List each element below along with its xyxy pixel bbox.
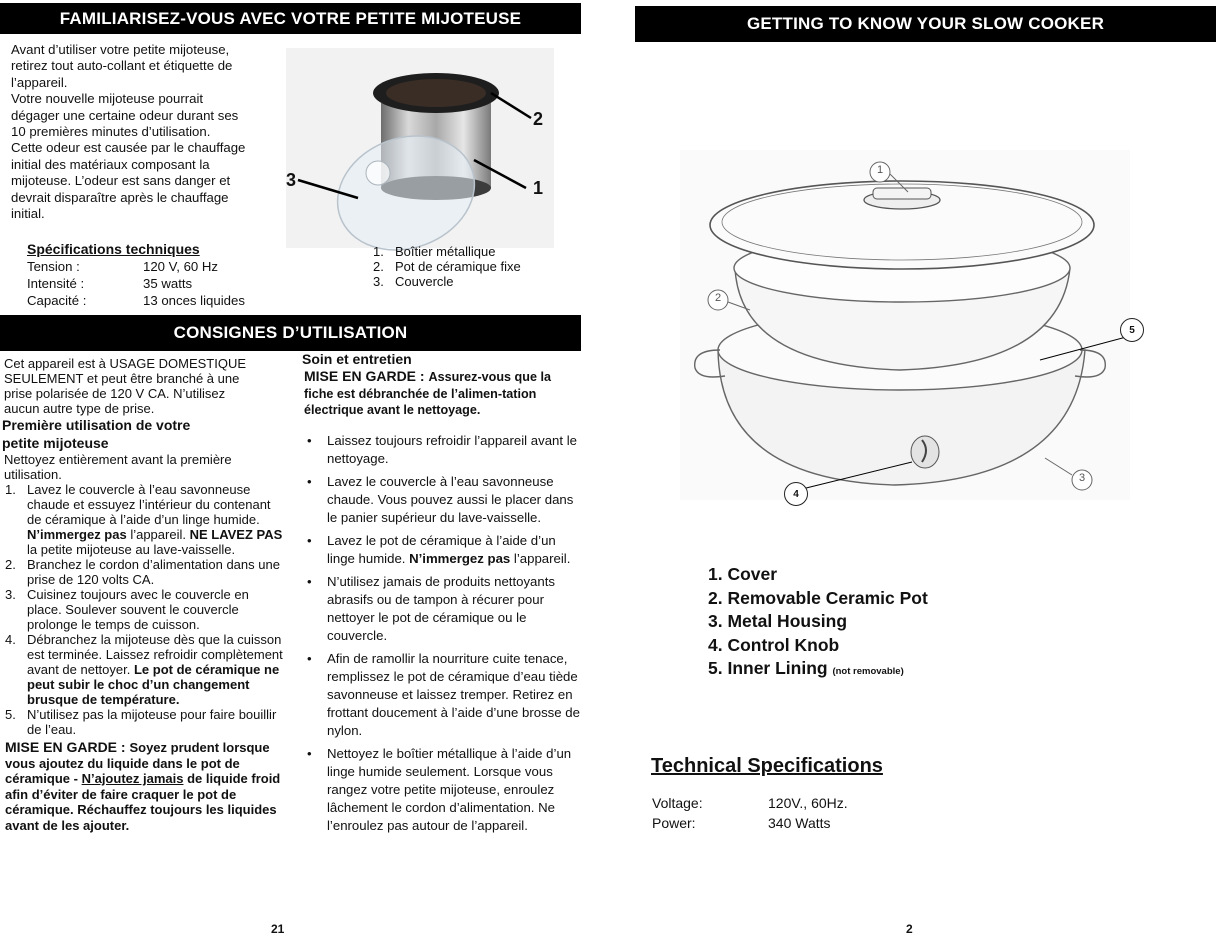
list-item	[302, 473, 582, 527]
part-item-label: 5. Inner Lining	[708, 658, 828, 678]
step-number: 1.	[5, 482, 16, 497]
part-item: 2. Removable Ceramic Pot	[708, 587, 928, 608]
right-header-title: GETTING TO KNOW YOUR SLOW COOKER	[746, 14, 1105, 33]
intro-line: mijoteuse. L’odeur est sans danger et	[11, 173, 231, 189]
care-warning	[302, 368, 576, 419]
household-line: SEULEMENT et peut être branché à une	[4, 371, 240, 386]
first-use-steps	[4, 482, 284, 737]
fr-spec-row	[27, 292, 287, 309]
tech-spec-row	[652, 793, 982, 813]
tech-specs	[652, 793, 982, 833]
photo-callout-3: 3	[286, 170, 297, 190]
drawing-label-1: 1	[877, 164, 884, 176]
intro-line: initial des matériaux composant la	[11, 156, 210, 172]
page-number-right: 2	[906, 922, 913, 936]
fr-spec-row	[27, 258, 287, 275]
parts-list	[708, 563, 1108, 684]
right-header-bar	[635, 6, 1216, 42]
intro-line: Avant d’utiliser votre petite mijoteuse,	[11, 42, 230, 57]
list-item	[4, 707, 284, 737]
step-text: la petite mijoteuse au lave-vaisselle.	[27, 542, 236, 557]
step-text: Cuisinez toujours avec le couvercle en place. Soulever souvent le couvercle prolonge le temps de cuisson.	[27, 587, 249, 632]
bullet-text: Lavez le pot de céramique à l’aide d’un linge humide.	[327, 532, 556, 566]
part-number: 2.	[373, 259, 384, 274]
step-bold: N’immergez pas	[27, 527, 127, 542]
care-bullets	[302, 432, 582, 835]
list-item	[302, 650, 582, 740]
part-number: 3.	[373, 274, 384, 289]
fr-spec-row	[27, 275, 287, 292]
intro-line: Votre nouvelle mijoteuse pourrait	[11, 91, 204, 107]
part-label: Pot de céramique fixe	[395, 259, 521, 274]
callout-5: 5	[1120, 318, 1144, 342]
drawing-label-3: 3	[1079, 472, 1086, 484]
bullet-text: Nettoyez le boîtier métallique à l’aide d’un linge humide seulement. Lorsque vous rangez votre petite mijoteuse, enroulez lâchement le cordon d’alimentation. Ne l’enroulez pas autour de l’appareil.	[327, 745, 572, 833]
part-item: 4. Control Knob	[708, 634, 840, 655]
tech-specs-title: Technical Specifications	[651, 755, 883, 777]
intro-line: dégager une certaine odeur durant ses	[11, 107, 239, 123]
part-item: 3. Metal Housing	[708, 611, 848, 631]
spec-key: Intensité :	[27, 276, 85, 291]
usage-left-column	[4, 356, 284, 833]
callout-4: 4	[784, 482, 808, 506]
part-number: 1.	[373, 244, 384, 259]
care-warning-text: Assurez-vous que la fiche est débranchée de l’alimen-tation électrique avant le nettoyage.	[304, 370, 551, 417]
bullet-text: Laissez toujours refroidir l’appareil avant le nettoyage.	[327, 432, 577, 466]
list-item	[4, 557, 284, 587]
care-title: Soin et entretien	[302, 351, 412, 367]
spec-value: 340 Watts	[768, 815, 831, 831]
warning-text: Soyez prudent lorsque vous ajoutez du liquide dans le pot de céramique -	[5, 740, 270, 786]
part-note: (not removable)	[832, 666, 904, 677]
first-use-title	[2, 416, 284, 452]
spec-key: Tension :	[27, 259, 80, 274]
intro-line: Cette odeur est causée par le chauffage	[11, 140, 246, 156]
usage-header-title: CONSIGNES D’UTILISATION	[173, 323, 408, 342]
liquid-warning	[5, 740, 284, 833]
list-item	[4, 587, 284, 632]
page-number-left: 21	[271, 922, 285, 936]
step-number: 5.	[5, 707, 16, 722]
bullet-text: Lavez le couvercle à l’eau savonneuse chaude. Vous pouvez aussi le placer dans le panier supérieur du lave-vaisselle.	[327, 473, 574, 525]
part-label: Boîtier métallique	[395, 244, 496, 259]
spec-value: 120 V, 60 Hz	[143, 259, 219, 274]
step-text: Débranchez la mijoteuse dès que la cuisson est terminée. Laissez refroidir complètement avant de nettoyer.	[27, 632, 283, 677]
step-number: 4.	[5, 632, 16, 647]
part-label: Couvercle	[395, 274, 454, 289]
step-bold: Le pot de céramique ne peut subir le choc d’un changement brusque de température.	[27, 662, 280, 707]
first-use-title-line: petite mijoteuse	[2, 435, 109, 451]
household-note	[4, 356, 284, 416]
intro-line: devrait disparaître après le chauffage	[11, 189, 229, 205]
household-line: prise polarisée de 120 V CA. N’utilisez	[4, 386, 226, 401]
first-use-intro-line: Nettoyez entièrement avant la première	[4, 452, 232, 467]
care-column	[302, 351, 582, 840]
fr-specs-title: Spécifications techniques	[27, 241, 200, 257]
list-item	[4, 482, 284, 557]
step-text: Branchez le cordon d’alimentation dans une prise de 120 volts CA.	[27, 557, 280, 587]
slow-cooker-diagram	[680, 150, 1130, 500]
list-item	[302, 573, 582, 645]
bullet-text: Afin de ramollir la nourriture cuite tenace, remplissez le pot de céramique d’eau tiède savonneuse et laissez tremper. Retirez en frottant doucement à l’aide d’une brosse de nylon.	[327, 650, 580, 738]
list-item	[302, 745, 582, 835]
household-line: aucun autre type de prise.	[4, 401, 155, 416]
intro-text	[11, 42, 281, 222]
care-warning-lead: MISE EN GARDE :	[304, 368, 429, 384]
list-item	[302, 532, 582, 568]
first-use-title-line: Première utilisation de votre	[2, 417, 191, 433]
spec-key: Voltage:	[652, 795, 703, 811]
left-header-bar	[0, 3, 581, 34]
usage-header-bar	[0, 315, 581, 351]
drawing-label-2: 2	[715, 292, 722, 304]
bullet-bold: N’immergez pas	[409, 550, 511, 566]
step-number: 3.	[5, 587, 16, 602]
first-use-intro	[4, 452, 284, 482]
step-number: 2.	[5, 557, 16, 572]
bullet-text: l’appareil.	[510, 550, 571, 566]
step-text: l’appareil.	[126, 527, 190, 542]
intro-line: 10 premières minutes d’utilisation.	[11, 124, 211, 140]
first-use-intro-line: utilisation.	[4, 467, 62, 482]
photo-callout-2: 2	[533, 109, 544, 129]
photo-callout-1: 1	[533, 178, 544, 198]
warning-underlined: N’ajoutez jamais	[81, 771, 184, 786]
step-text: Lavez le couvercle à l’eau savonneuse chaude et essuyez l’intérieur du contenant de céramique à l’aide d’un linge humide.	[27, 482, 271, 527]
fr-specs	[27, 240, 287, 309]
spec-key: Capacité :	[27, 293, 87, 308]
warning-lead: MISE EN GARDE :	[5, 739, 130, 755]
mini-cooker-photo	[286, 48, 556, 253]
household-line: Cet appareil est à USAGE DOMESTIQUE	[4, 356, 247, 371]
spec-value: 120V., 60Hz.	[768, 795, 848, 811]
list-item	[302, 432, 582, 468]
step-bold: NE LAVEZ PAS	[189, 527, 283, 542]
spec-key: Power:	[652, 815, 696, 831]
intro-line: initial.	[11, 206, 45, 222]
list-item	[4, 632, 284, 707]
part-item	[708, 657, 1108, 684]
left-header-title: FAMILIARISEZ-VOUS AVEC VOTRE PETITE MIJOTEUSE	[59, 8, 522, 28]
tech-spec-row	[652, 813, 982, 833]
step-text: N’utilisez pas la mijoteuse pour faire bouillir de l’eau.	[27, 707, 277, 737]
spec-value: 35 watts	[143, 276, 193, 291]
warning-text: de liquide froid afin d’éviter de faire craquer le pot de céramique. Réchauffez toujours les liquides avant de les ajouter.	[5, 771, 281, 833]
photo-parts-list	[373, 244, 573, 289]
spec-value: 13 onces liquides	[143, 293, 245, 308]
bullet-text: N’utilisez jamais de produits nettoyants abrasifs ou de tampon à récurer pour nettoyer le pot de céramique ou le couvercle.	[327, 573, 555, 643]
intro-line: l’appareil.	[11, 74, 68, 90]
intro-line: retirez tout auto-collant et étiquette de	[11, 58, 233, 74]
part-item: 1. Cover	[708, 564, 778, 584]
